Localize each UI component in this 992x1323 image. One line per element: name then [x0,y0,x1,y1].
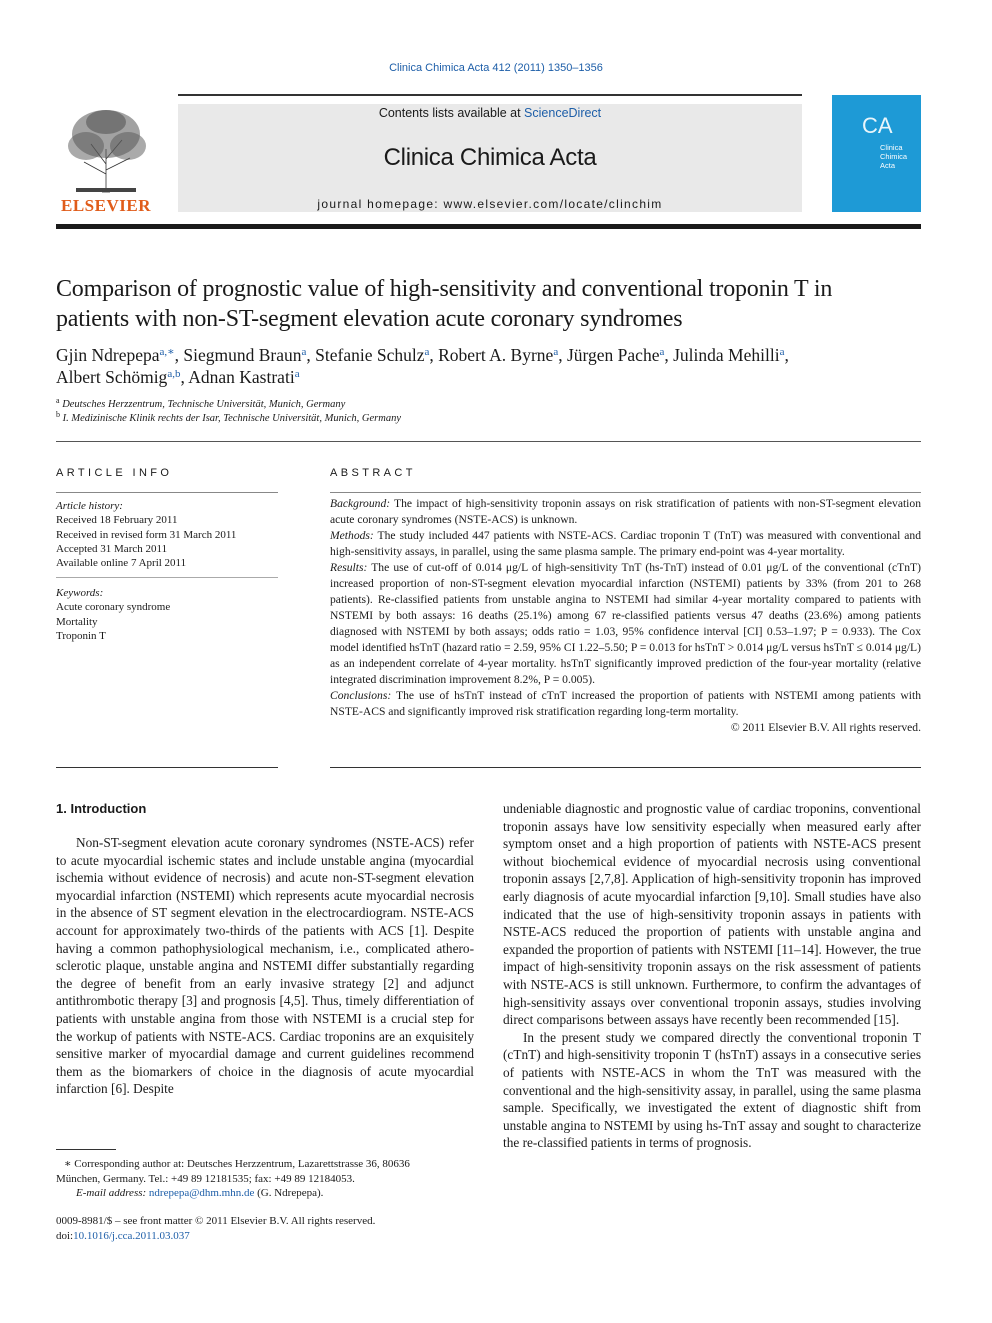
body-paragraph: Non-ST-segment elevation acute coronary syndromes (NSTE-ACS) refer to acute myocardial ischemic states and include unstable angina (myocardial ischemia without evidence of necrosis) and acute non-ST-segment elevation myocardial infarction (NSTEMI) which represents acute myocardial necrosis in the absence of ST segment elevation in the electrocardiogram. NSTE-ACS account for approximately two-thirds of the patients with ACS [1]. Despite having a common pathophysiological mechanism, i.e., complicated atherosclerotic plaque, unstable angina and NSTEMI differ substantially regarding the degree of benefit from an early invasive strategy [2] and adjunct antithrombotic therapy [3] and prognosis [4,5]. Thus, timely differentiation of patients with unstable angina from those with NSTEMI is a crucial step for the workup of patients with NSTE-ACS. Cardiac troponins are an exquisitely sensitive marker of myocardial damage and current guidelines recommend them as the biomarkers of choice in the diagnosis of acute myocardial infarction [6]. Despite [56,835,474,1097]
history-item: Received 18 February 2011 [56,514,178,527]
body-paragraph: undeniable diagnostic and prognostic value of cardiac troponins, conventional troponin assays have low sensitivity especially when measured early after symptom onset and a high proportion of patients with NSTE-ACS present without biochemical evidence of myocardial necrosis using conventional troponin assays [2,7,8]. Application of high-sensitivity troponin has improved early diagnosis of acute myocardial infarction [9,10]. Small studies have also indicated that the use of high-sensitivity troponin assays in patients with NSTE-ACS reduced the proportion of patients with unstable angina and expanded the proportion of patients with NSTEMI [11–14]. However, the true impact of high-sensitivity troponin assays on the risk assessment of patients with NSTE-ACS is still unknown. Furthermore, to confirm the advantages of high-sensitivity assays over conventional troponin assays, studies involving direct comparisons between assays have recently been recommended [15]. [503,801,921,1028]
abstract-paragraph [330,528,921,560]
author-separator: , [306,345,316,365]
doi-link[interactable]: 10.1016/j.cca.2011.03.037 [73,1229,190,1242]
author-separator: , [784,345,789,365]
title-line: patients with non-ST-segment elevation acute coronary syndromes [56,306,683,332]
contents-line [178,106,802,120]
divider [56,441,921,442]
article-history [56,499,278,570]
cover-title [880,143,907,170]
doi-label: doi: [56,1229,74,1242]
journal-cover-image [832,95,921,212]
affiliation-mark: b [56,410,60,419]
abstract-text: The study included 447 patients with NSTE-ACS. Cardiac troponin T (TnT) was measured with conventional and high-sensitivity assays, in parallel, using the same plasma sample. The primary end-point was 4-year mortality. [330,529,921,558]
author-name: Albert Schömig [56,367,168,387]
journal-citation[interactable] [0,62,992,74]
intro-right-column [503,800,921,1152]
author-affil-mark[interactable]: a [659,346,665,358]
abstract-label: Background: [330,497,391,510]
intro-left-column [56,834,474,1098]
abstract-paragraph [330,560,921,688]
cover-logo-icon: CA [862,113,893,138]
keyword: Acute coronary syndrome [56,601,171,614]
keywords [56,586,278,643]
email-label: E-mail address: [76,1187,147,1199]
abstract-heading: ABSTRACT [330,467,416,479]
cover-title-line: Clinica [880,143,903,152]
author-separator: , [174,345,184,365]
article-title [56,274,926,334]
divider [330,767,921,768]
cover-title-line: Acta [880,161,896,170]
issn-line: 0009-8981/$ – see front matter © 2011 Elsevier B.V. All rights reserved. [56,1215,376,1227]
email-suffix: (G. Ndrepepa). [254,1187,324,1199]
header-top-rule [178,94,802,96]
author-affil-mark[interactable]: a,∗ [159,346,175,358]
author-name: Julinda Mehilli [673,345,780,365]
author-name: Jürgen Pache [566,345,660,365]
front-matter [56,1214,474,1243]
author-separator: , [180,367,189,387]
journal-title: Clinica Chimica Acta [383,144,597,171]
divider [56,767,278,768]
abstract-text: The impact of high-sensitivity troponin assays on risk stratification of patients with non-ST-segment elevation acute coronary syndromes (NSTE-ACS) is unknown. [330,497,921,526]
footnote-line: München, Germany. Tel.: +49 89 12181535; fax: +49 89 12184053. [56,1172,355,1185]
abstract-text: The use of hsTnT instead of cTnT increased the proportion of patients with NSTEMI among patients with NSTE-ACS and significantly improved risk stratification regarding long-term mortality. [330,689,921,718]
abstract-paragraph [330,688,921,720]
affiliation-text: Deutsches Herzzentrum, Technische Universität, Munich, Germany [62,399,346,410]
keyword: Troponin T [56,629,106,642]
affiliation-text: I. Medizinische Klinik rechts der Isar, Technische Universität, Munich, Germany [62,413,401,424]
author-separator: , [664,345,674,365]
affiliation [56,410,401,424]
abstract-label: Results: [330,561,368,574]
footnote-rule [56,1149,116,1150]
author-affil-mark[interactable]: a [553,346,559,358]
body-paragraph: In the present study we compared directly the conventional troponin T (cTnT) and high-sensitivity troponin T (hsTnT) assays in a consecutive series of patients with NSTE-ACS in whom the TnT was measured with the conventional and the high-sensitivity assay, in parallel, using the same plasma sample. Specifically, we investigated the extent of diagnostic shift from unstable angina to NSTEMI by using hs-TnT assay and sought to characterize the re-classified patients in terms of prognosis. [503,1029,921,1151]
contents-prefix: Contents lists available at [378,106,525,120]
email-link[interactable]: ndrepepa@dhm.mhn.de [148,1187,255,1199]
corresponding-author-note [56,1157,474,1201]
author-affil-mark[interactable]: a,b [167,368,181,380]
abstract-text: The use of cut-off of 0.014 μg/L of high-sensitivity TnT (hs-TnT) instead of 0.01 μg/L of the conventional (cTnT) increased proportion of non-ST-segment elevation myocardial infarction (NSTEMI) patients by 33% (from 201 to 268 patients). Re-classified patients from unstable angina to NSTEMI had similar 4-year mortality compared to patients with NSTEMI by both assays: 16 deaths (25.1%) among 67 re-classified patients versus 47 deaths (23.6%) among patients diagnosed with NSTEMI by both assays; odds ratio = 1.03, 95% confidence interval [CI] 0.53–1.97; P = 0.933). The Cox model identified hsTnT (hazard ratio = 2.59, 95% CI 1.22–5.50; P = 0.013 for hsTnT > 0.014 μg/L versus hsTnT ≤ 0.014 μg/L) as an independent correlate of 4-year mortality. hsTnT significantly improved prediction of the four-year mortality (relative integrated discrimination improvement 8.2%, P = 0.005). [330,561,921,686]
citation-link[interactable]: Clinica Chimica Acta 412 (2011) 1350–1356 [389,62,603,74]
keywords-label: Keywords: [56,587,104,599]
author-affil-mark[interactable]: a [779,346,785,358]
history-item: Available online 7 April 2011 [56,557,187,570]
divider [56,492,278,493]
author-name: Robert A. Byrne [438,345,554,365]
history-label: Article history: [56,500,123,512]
author-name: Adnan Kastrati [188,367,295,387]
abstract-paragraph [330,496,921,528]
author-name: Gjin Ndrepepa [56,345,160,365]
history-item: Received in revised form 31 March 2011 [56,528,237,541]
divider [330,492,921,493]
author-separator: , [429,345,439,365]
author-list [56,344,926,388]
affiliation-mark: a [56,396,60,405]
author-affil-mark[interactable]: a [301,346,307,358]
author-separator: , [558,345,567,365]
article-info-heading: ARTICLE INFO [56,467,173,479]
doi-line [56,1229,474,1244]
copyright: © 2011 Elsevier B.V. All rights reserved. [730,721,921,734]
author-affil-mark[interactable]: a [424,346,430,358]
cover-title-line: Chimica [880,152,908,161]
abstract-body [330,496,921,736]
keyword: Mortality [56,615,98,628]
abstract-label: Conclusions: [330,689,392,702]
abstract-label: Methods: [330,529,374,542]
section-heading: 1. Introduction [56,801,147,816]
header-bottom-rule [56,224,921,229]
affiliation [56,396,346,410]
journal-homepage[interactable]: journal homepage: www.elsevier.com/locate/clinchim [317,197,663,211]
divider [56,577,278,578]
author-name: Siegmund Braun [183,345,302,365]
sciencedirect-link[interactable]: ScienceDirect [524,106,602,120]
email-line [56,1186,474,1201]
title-line: Comparison of prognostic value of high-sensitivity and conventional troponin T in [56,276,833,302]
author-name: Stefanie Schulz [315,345,425,365]
author-affil-mark[interactable]: a [294,368,300,380]
footnote-line: ∗ Corresponding author at: Deutsches Herzzentrum, Lazarettstrasse 36, 80636 [64,1158,410,1170]
history-item: Accepted 31 March 2011 [56,542,168,555]
elsevier-logo-text: ELSEVIER [61,196,151,215]
